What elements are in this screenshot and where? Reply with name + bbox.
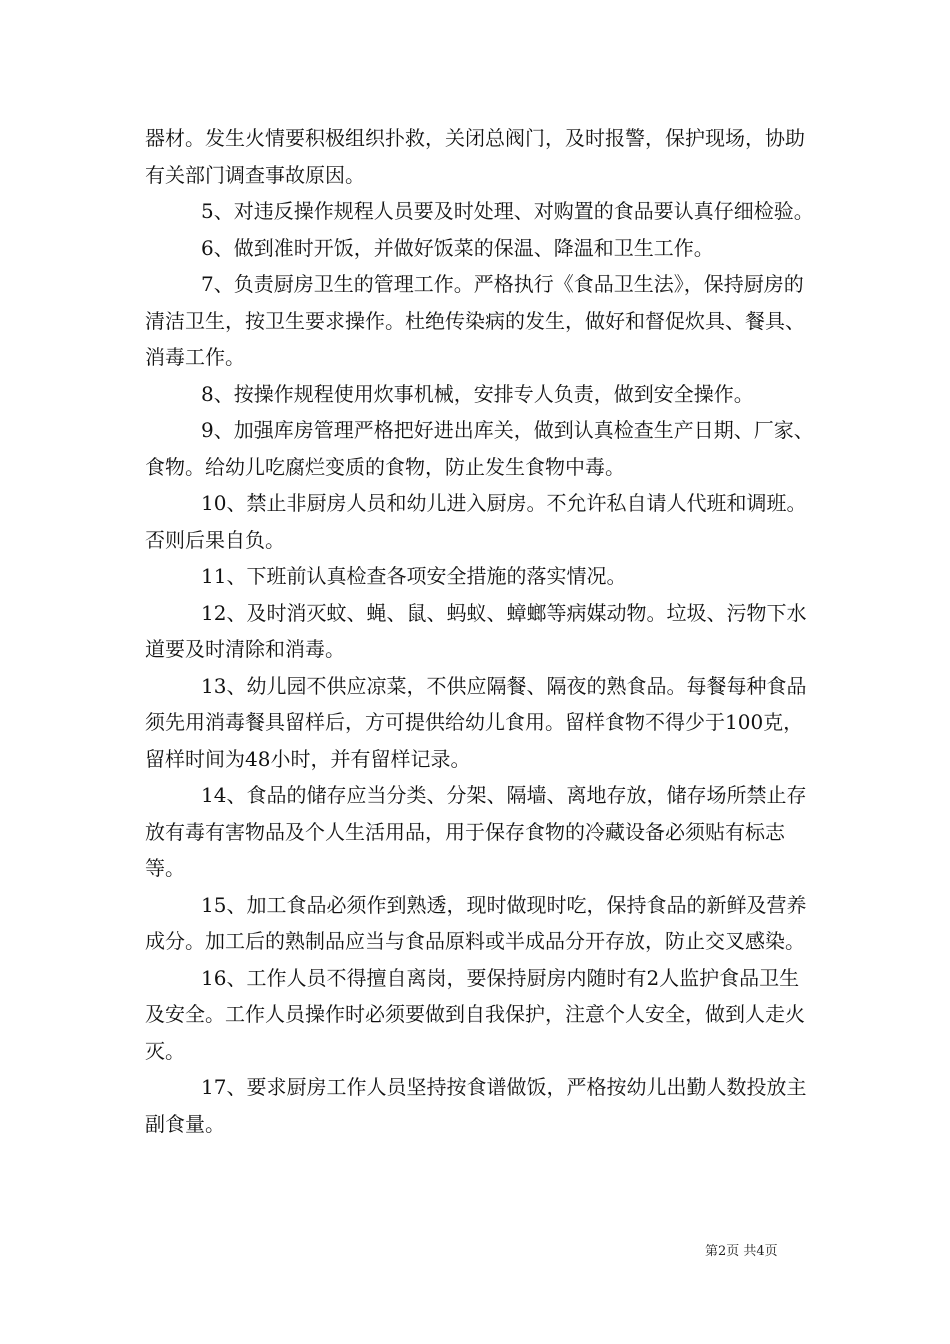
paragraph-item-17: 17、要求厨房工作人员坚持按食谱做饭，严格按幼儿出勤人数投放主副食量。 <box>145 1075 807 1136</box>
paragraph-item-9: 9、加强库房管理严格把好进出库关，做到认真检查生产日期、厂家、食物。给幼儿吃腐烂变质的食物，防止发生食物中毒。 <box>145 418 814 479</box>
paragraph-item-15: 15、加工食品必须作到熟透，现时做现时吃，保持食品的新鲜及营养成分。加工后的熟制品应当与食品原料或半成品分开存放，防止交叉感染。 <box>145 892 807 953</box>
paragraph-item-14: 14、食品的储存应当分类、分架、隔墙、离地存放，储存场所禁止存放有毒有害物品及个人生活用品，用于保存食物的冷藏设备必须贴有标志等。 <box>145 783 807 880</box>
paragraph-item-13: 13、幼儿园不供应凉菜，不供应隔餐、隔夜的熟食品。每餐每种食品须先用消毒餐具留样后，方可提供给幼儿食用。留样食物不得少于100克，留样时间为48小时，并有留样记录。 <box>145 673 807 771</box>
paragraph-item-11: 11、下班前认真检查各项安全措施的落实情况。 <box>201 564 627 588</box>
document-body <box>145 120 815 1142</box>
paragraph-item-7: 7、负责厨房卫生的管理工作。严格执行《食品卫生法》，保持厨房的清洁卫生，按卫生要求操作。杜绝传染病的发生，做好和督促炊具、餐具、消毒工作。 <box>145 272 805 369</box>
page-number-footer: 第2页 共4页 <box>705 1244 778 1259</box>
paragraph-item-5: 5、对违反操作规程人员要及时处理、对购置的食品要认真仔细检验。 <box>201 199 814 223</box>
paragraph-item-8: 8、按操作规程使用炊事机械，安排专人负责，做到安全操作。 <box>201 381 754 406</box>
paragraph-item-10: 10、禁止非厨房人员和幼儿进入厨房。不允许私自请人代班和调班。否则后果自负。 <box>145 491 807 552</box>
paragraph-item-6: 6、做到准时开饭，并做好饭菜的保温、降温和卫生工作。 <box>201 235 714 260</box>
paragraph-continuation: 器材。发生火情要积极组织扑救，关闭总阀门，及时报警，保护现场，协助有关部门调查事故原因。 <box>145 126 805 187</box>
paragraph-item-12: 12、及时消灭蚊、蝇、鼠、蚂蚁、蟑螂等病媒动物。垃圾、污物下水道要及时清除和消毒。 <box>145 600 807 661</box>
paragraph-item-16: 16、工作人员不得擅自离岗，要保持厨房内随时有2人监护食品卫生及安全。工作人员操作时必须要做到自我保护，注意个人安全，做到人走火灭。 <box>145 965 805 1063</box>
